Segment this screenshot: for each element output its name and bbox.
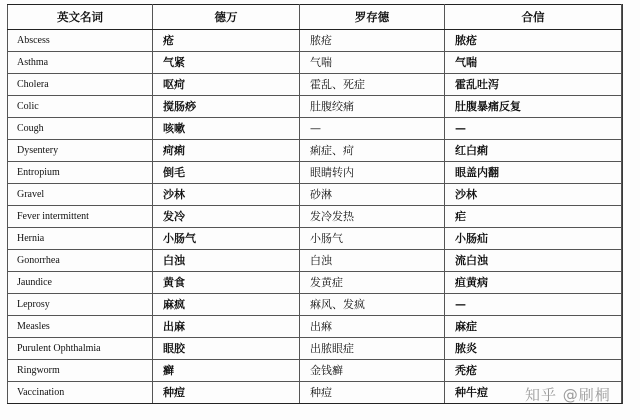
cell-hexin: 秃疮: [445, 360, 622, 382]
cell-english-term: Measles: [8, 316, 153, 338]
header-luocunde: 罗存德: [300, 5, 445, 30]
cell-luocunde: 发冷发热: [300, 206, 445, 228]
cell-hexin: —: [445, 118, 622, 140]
cell-english-term: Vaccination: [8, 382, 153, 404]
cell-hexin: 脓疮: [445, 30, 622, 52]
table-row: [8, 162, 622, 184]
terminology-table: [7, 4, 622, 404]
table-row: [8, 74, 622, 96]
cell-hexin: 种牛痘: [445, 382, 622, 404]
table-row: [8, 360, 622, 382]
cell-luocunde: 砂淋: [300, 184, 445, 206]
cell-english-term: Gonorrhea: [8, 250, 153, 272]
cell-dewan: 气紧: [153, 52, 300, 74]
table-row: [8, 294, 622, 316]
cell-english-term: Purulent Ophthalmia: [8, 338, 153, 360]
header-dewan: 德万: [153, 5, 300, 30]
cell-hexin: 疟: [445, 206, 622, 228]
cell-english-term: Fever intermittent: [8, 206, 153, 228]
cell-hexin: 肚腹暴痛反复: [445, 96, 622, 118]
cell-english-term: Cough: [8, 118, 153, 140]
cell-english-term: Abscess: [8, 30, 153, 52]
table-row: [8, 206, 622, 228]
header-hexin: 合信: [445, 5, 622, 30]
cell-english-term: Leprosy: [8, 294, 153, 316]
cell-hexin: 眼盖内翻: [445, 162, 622, 184]
cell-luocunde: 眼睛转内: [300, 162, 445, 184]
cell-hexin: 红白痢: [445, 140, 622, 162]
table-row: [8, 118, 622, 140]
cell-luocunde: 痳风、发疯: [300, 294, 445, 316]
table-body: [8, 30, 622, 404]
cell-english-term: Hernia: [8, 228, 153, 250]
cell-hexin: 疸黄病: [445, 272, 622, 294]
cell-dewan: 白浊: [153, 250, 300, 272]
table-row: [8, 30, 622, 52]
cell-luocunde: 气喘: [300, 52, 445, 74]
cell-dewan: 麻疯: [153, 294, 300, 316]
cell-dewan: 发冷: [153, 206, 300, 228]
cell-hexin: 麻症: [445, 316, 622, 338]
cell-english-term: Entropium: [8, 162, 153, 184]
cell-english-term: Colic: [8, 96, 153, 118]
cell-luocunde: 小肠气: [300, 228, 445, 250]
header-english-term: 英文名词: [8, 5, 153, 30]
cell-luocunde: 种痘: [300, 382, 445, 404]
cell-english-term: Cholera: [8, 74, 153, 96]
cell-dewan: 小肠气: [153, 228, 300, 250]
cell-dewan: 种痘: [153, 382, 300, 404]
cell-dewan: 咳嗽: [153, 118, 300, 140]
cell-luocunde: 发黄症: [300, 272, 445, 294]
table-row: [8, 184, 622, 206]
cell-dewan: 倒毛: [153, 162, 300, 184]
cell-english-term: Ringworm: [8, 360, 153, 382]
cell-luocunde: 霍乱、死症: [300, 74, 445, 96]
cell-luocunde: 白浊: [300, 250, 445, 272]
cell-dewan: 疴痢: [153, 140, 300, 162]
cell-hexin: 小肠疝: [445, 228, 622, 250]
table-row: [8, 338, 622, 360]
table-row: [8, 140, 622, 162]
cell-luocunde: 肚腹绞痛: [300, 96, 445, 118]
cell-luocunde: 金钱癣: [300, 360, 445, 382]
cell-dewan: 癣: [153, 360, 300, 382]
cell-hexin: 霍乱吐泻: [445, 74, 622, 96]
cell-english-term: Asthma: [8, 52, 153, 74]
cell-hexin: 气喘: [445, 52, 622, 74]
cell-english-term: Gravel: [8, 184, 153, 206]
table-row: [8, 316, 622, 338]
cell-luocunde: 出脓眼症: [300, 338, 445, 360]
cell-english-term: Dysentery: [8, 140, 153, 162]
table-row: [8, 228, 622, 250]
table-row: [8, 272, 622, 294]
table-row: [8, 96, 622, 118]
cell-hexin: 沙林: [445, 184, 622, 206]
cell-luocunde: —: [300, 118, 445, 140]
watermark: 知乎 @刷桐: [525, 386, 611, 404]
cell-dewan: 搅肠痧: [153, 96, 300, 118]
cell-english-term: Jaundice: [8, 272, 153, 294]
cell-hexin: 流白浊: [445, 250, 622, 272]
cell-hexin: 脓炎: [445, 338, 622, 360]
cell-hexin: —: [445, 294, 622, 316]
table-row: [8, 52, 622, 74]
cell-luocunde: 痢症、疴: [300, 140, 445, 162]
cell-dewan: 疮: [153, 30, 300, 52]
cell-dewan: 黄食: [153, 272, 300, 294]
cell-dewan: 呕疴: [153, 74, 300, 96]
cell-dewan: 眼胶: [153, 338, 300, 360]
cell-luocunde: 出痳: [300, 316, 445, 338]
header-row: [8, 5, 622, 30]
cell-dewan: 出麻: [153, 316, 300, 338]
cell-dewan: 沙林: [153, 184, 300, 206]
table-row: [8, 250, 622, 272]
cell-luocunde: 脓疮: [300, 30, 445, 52]
